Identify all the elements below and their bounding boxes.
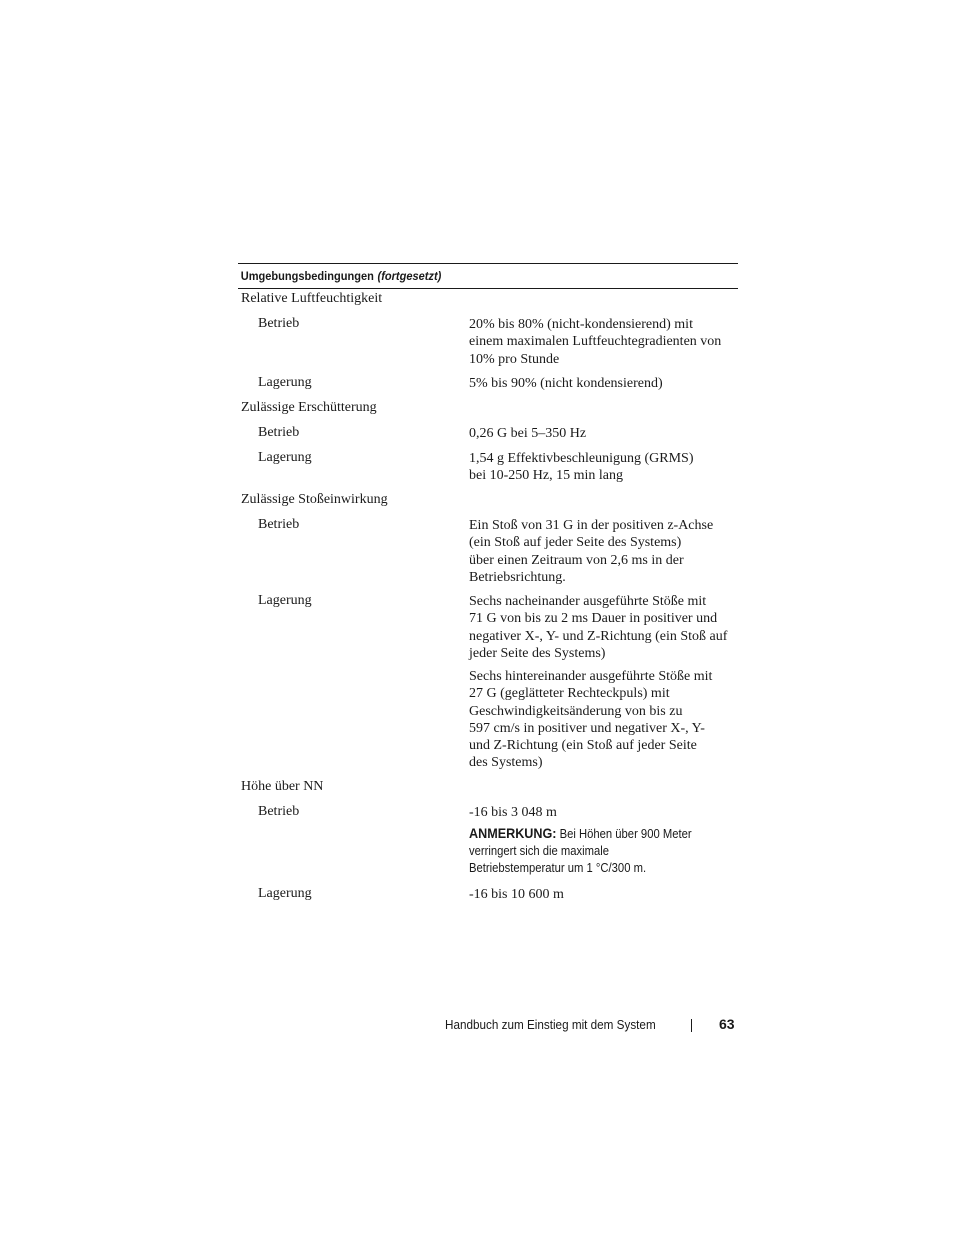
value-line: 27 G (geglätteter Rechteckpuls) mit [469,686,670,702]
value-line: jeder Seite des Systems) [469,645,606,661]
value-line: des Systems) [469,755,543,771]
sub-label: Lagerung [258,375,312,390]
value-line: 20% bis 80% (nicht-kondensierend) mit [469,317,693,332]
value-line: negativer X-, Y- und Z-Richtung (ein Stoß auf [469,628,728,644]
table-header-rule [238,288,738,289]
note-label: ANMERKUNG: [469,825,557,841]
value-line: Sechs nacheinander ausgeführte Stöße mit [469,594,707,609]
value-line: 597 cm/s in positiver und negativer X-, Y- [469,720,705,736]
value-cell [469,450,737,485]
value-cell [469,804,737,821]
note-line: Bei Höhen über 900 Meter [559,827,692,841]
environmental-specs-table [238,263,738,902]
page-footer [0,1015,954,1035]
group-label-altitude: Höhe über NN [241,779,324,794]
value-cell [469,517,737,586]
value-line: 71 G von bis zu 2 ms Dauer in positiver und [469,611,718,627]
value-line: Geschwindigkeitsänderung von bis zu [469,703,683,719]
sub-label: Betrieb [258,804,300,819]
value-line: 0,26 G bei 5–350 Hz [469,426,587,441]
value-line: 10% pro Stunde [469,351,560,367]
table-header [238,264,698,288]
value-line: Sechs hintereinander ausgeführte Stöße mit [469,669,713,684]
value-cell [469,316,737,368]
note-block [469,825,710,877]
value-line: Ein Stoß von 31 G in der positiven z-Achse [469,518,714,533]
sub-label: Lagerung [258,593,312,608]
value-line: 5% bis 90% (nicht kondensierend) [469,376,663,391]
sub-label: Lagerung [258,886,312,901]
value-cell [469,375,737,392]
value-line: einem maximalen Luftfeuchtegradienten von [469,334,722,350]
sub-label: Betrieb [258,316,300,331]
value-line: -16 bis 10 600 m [469,887,564,902]
table-title: Umgebungsbedingungen [240,269,374,283]
value-line: Betriebsrichtung. [469,569,566,585]
group-label-shock: Zulässige Stoßeinwirkung [241,492,388,507]
group-label-humidity: Relative Luftfeuchtigkeit [241,291,383,306]
sub-label: Lagerung [258,450,312,465]
value-line: bei 10-250 Hz, 15 min lang [469,468,623,484]
sub-label: Betrieb [258,425,300,440]
note-line: verringert sich die maximale [469,844,610,858]
value-line: über einen Zeitraum von 2,6 ms in der [469,552,684,568]
value-line: (ein Stoß auf jeder Seite des Systems) [469,535,682,551]
footer-separator [691,1019,692,1032]
value-line: und Z-Richtung (ein Stoß auf jeder Seite [469,738,697,754]
value-cell [469,425,737,442]
value-cell [469,668,737,772]
value-cell [469,593,737,662]
group-label-vibration: Zulässige Erschütterung [241,400,377,415]
value-line: 1,54 g Effektivbeschleunigung (GRMS) [469,451,694,466]
value-cell [469,886,737,903]
page-number: 63 [719,1016,735,1032]
sub-label: Betrieb [258,517,300,532]
footer-title: Handbuch zum Einstieg mit dem System [445,1017,656,1032]
note-line: Betriebstemperatur um 1 °C/300 m. [469,861,647,875]
value-line: -16 bis 3 048 m [469,805,557,820]
table-title-suffix: (fortgesetzt) [377,269,442,283]
